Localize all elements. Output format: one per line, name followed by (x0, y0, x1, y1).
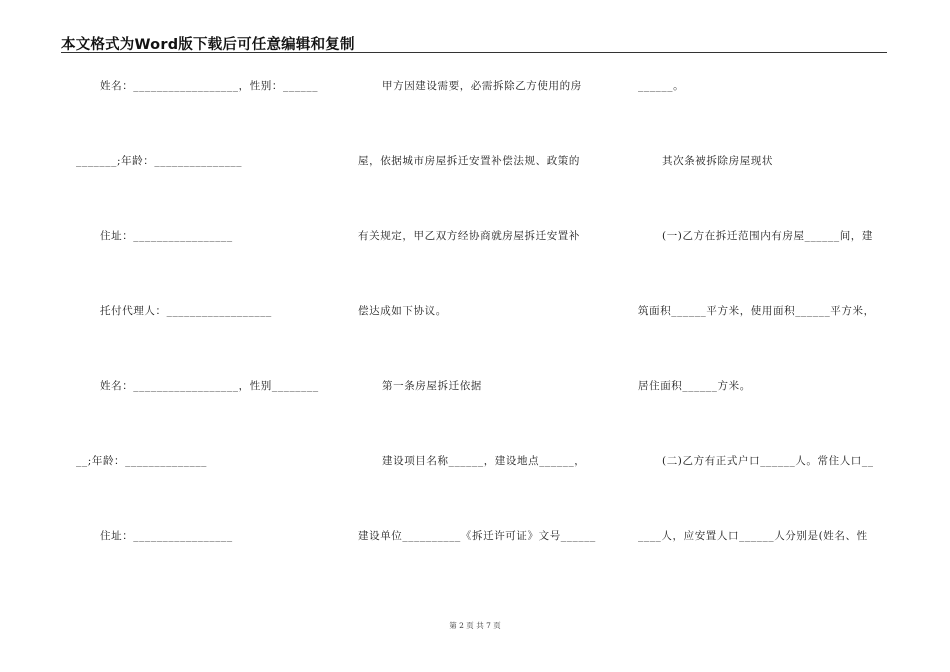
text-line: ______。 (638, 80, 685, 92)
text-line: _______;年龄：_______________ (76, 155, 243, 167)
text-line: 筑面积______平方米，使用面积______平方米， (638, 305, 875, 317)
text-line: 甲方因建设需要，必需拆除乙方使用的房 (382, 80, 582, 92)
text-line: __;年龄：______________ (76, 455, 208, 467)
text-line: 姓名：__________________，性别：______ (100, 80, 319, 92)
text-line: 其次条被拆除房屋现状 (662, 155, 773, 167)
text-line: 托付代理人：__________________ (100, 305, 272, 317)
text-line: 第一条房屋拆迁依据 (382, 380, 482, 392)
text-line: 住址：_________________ (100, 230, 233, 242)
text-line: (二)乙方有正式户口______人。常住人口__ (662, 455, 874, 467)
text-line: 偿达成如下协议。 (358, 305, 447, 317)
text-line: 住址：_________________ (100, 530, 233, 542)
page-number-footer: 第 2 页 共 7 页 (449, 621, 501, 630)
text-line: (一)乙方在拆迁范围内有房屋______间，建 (662, 230, 873, 242)
document-header-title: 本文格式为Word版下载后可任意编辑和复制 (61, 37, 355, 53)
text-line: 建设项目名称______，建设地点______， (382, 455, 586, 467)
text-line: 姓名：__________________，性别________ (100, 380, 319, 392)
text-line: 建设单位__________《拆迁许可证》文号______ (358, 530, 596, 542)
text-line: 屋，依据城市房屋拆迁安置补偿法规、政策的 (358, 155, 580, 167)
text-line: 有关规定，甲乙双方经协商就房屋拆迁安置补 (358, 230, 580, 242)
text-line: 居住面积______方米。 (638, 380, 751, 392)
header-divider (61, 52, 887, 53)
text-line: ____人，应安置人口______人分别是(姓名、性 (638, 530, 868, 542)
